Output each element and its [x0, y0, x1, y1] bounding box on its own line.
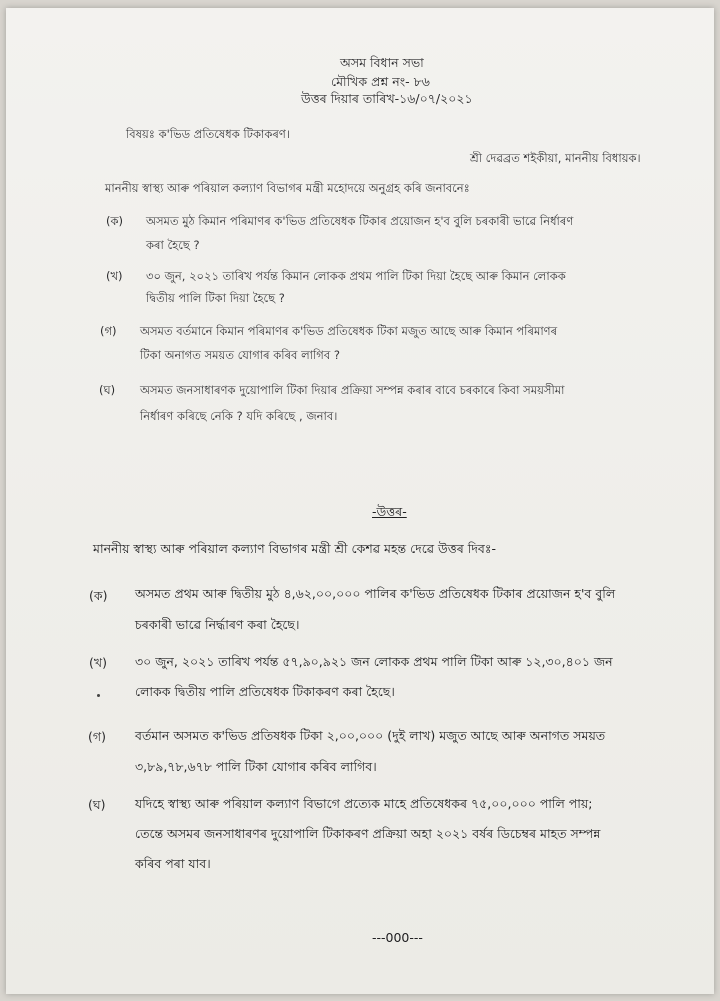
- answer-text-line: যদিহে স্বাস্থ্য আৰু পৰিয়াল কল্যাণ বিভাগে প্ৰত্যেক মাহে প্ৰতিষেধকৰ ৭৫,০০,০০০ পালি পায়;: [135, 796, 593, 811]
- question-text-line: অসমত মুঠ কিমান পৰিমাণৰ ক'ভিড প্ৰতিষেধক টিকাৰ প্ৰয়োজন হ'ব বুলি চৰকাৰী ভাৱে নিৰ্ধাৰণ: [146, 214, 574, 228]
- end-marker: ---000---: [372, 930, 423, 945]
- question-marker: (খ): [106, 269, 123, 283]
- answer-text-line: লোকক দ্বিতীয় পালি প্ৰতিষেধক টিকাকৰণ কৰা হৈছে।: [135, 684, 395, 699]
- assembly-title: অসম বিধান সভা: [340, 55, 424, 70]
- answer-heading: -উত্তৰ-: [372, 504, 407, 519]
- question-number: মৌখিক প্ৰশ্ন নং- ৮৬: [331, 74, 430, 89]
- question-text-line: দ্বিতীয় পালি টিকা দিয়া হৈছে ?: [146, 291, 285, 305]
- answer-marker: (খ): [89, 655, 107, 670]
- question-text-line: অসমত জনসাধাৰণক দুয়োপালি টিকা দিয়াৰ প্ৰক্ৰিয়া সম্পন্ন কৰাৰ বাবে চৰকাৰে কিবা সময়সীমা: [140, 383, 565, 397]
- answer-marker: (ক): [89, 588, 108, 603]
- ink-speck: [97, 694, 100, 697]
- answer-text-line: বৰ্তমান অসমত ক'ভিড প্ৰতিষধক টিকা ২,০০,০০০ (দুই লাখ) মজুত আছে আৰু অনাগত সময়ত: [135, 728, 606, 743]
- question-marker: (ঘ): [99, 383, 116, 397]
- answer-intro: মাননীয় স্বাস্থ্য আৰু পৰিয়াল কল্যাণ বিভাগৰ মন্ত্ৰী শ্ৰী কেশৱ মহন্ত দেৱে উত্তৰ দিবঃ-: [93, 541, 497, 556]
- question-text-line: টিকা অনাগত সময়ত যোগাৰ কৰিব লাগিব ?: [140, 348, 340, 362]
- question-text-line: অসমত বৰ্তমানে কিমান পৰিমাণৰ ক'ভিড প্ৰতিষেধক টিকা মজুত আছে আৰু কিমান পৰিমাণৰ: [140, 324, 558, 338]
- answer-text-line: কৰিব পৰা যাব।: [135, 856, 211, 871]
- answer-text-line: অসমত প্ৰথম আৰু দ্বিতীয় মুঠ ৪,৬২,০০,০০০ পালিৰ ক'ভিড প্ৰতিষেধক টিকাৰ প্ৰয়োজন হ'ব বুলি: [135, 586, 616, 601]
- answer-date: উত্তৰ দিয়াৰ তাৰিখ-১৬/০৭/২০২১: [301, 91, 473, 106]
- answer-text-line: ৩০ জুন, ২০২১ তাৰিখ পৰ্যন্ত ৫৭,৯০,৯২১ জন লোকক প্ৰথম পালি টিকা আৰু ১২,৩০,৪০১ জন: [135, 654, 613, 669]
- question-text-line: ৩০ জুন, ২০২১ তাৰিখ পৰ্যন্ত কিমান লোকক প্ৰথম পালি টিকা দিয়া হৈছে আৰু কিমান লোকক: [146, 269, 566, 283]
- answer-marker: (ঘ): [88, 797, 106, 812]
- question-intro: মাননীয় স্বাস্থ্য আৰু পৰিয়াল কল্যাণ বিভাগৰ মন্ত্ৰী মহোদয়ে অনুগ্ৰহ কৰি জনাবনেঃ: [105, 181, 470, 195]
- subject-line: বিষয়ঃ ক'ভিড প্ৰতিষেধক টিকাকৰণ।: [126, 127, 290, 141]
- question-text-line: কৰা হৈছে ?: [146, 238, 200, 252]
- answer-text-line: তেন্তে অসমৰ জনসাধাৰণৰ দুয়োপালি টিকাকৰণ প্ৰক্ৰিয়া অহা ২০২১ বৰ্ষৰ ডিচেম্বৰ মাহত সম্পন্ন: [135, 826, 601, 841]
- asker-line: শ্ৰী দেৱব্ৰত শইকীয়া, মাননীয় বিধায়ক।: [470, 151, 641, 165]
- question-marker: (গ): [100, 324, 117, 338]
- question-marker: (ক): [106, 214, 124, 228]
- answer-text-line: চৰকাৰী ভাৱে নিৰ্দ্ধাৰণ কৰা হৈছে।: [135, 617, 300, 632]
- answer-text-line: ৩,৮৯,৭৮,৬৭৮ পালি টিকা যোগাৰ কৰিব লাগিব।: [135, 759, 377, 774]
- answer-marker: (গ): [88, 729, 106, 744]
- question-text-line: নিৰ্ধাৰণ কৰিছে নেকি ? যদি কৰিছে , জনাব।: [140, 409, 338, 423]
